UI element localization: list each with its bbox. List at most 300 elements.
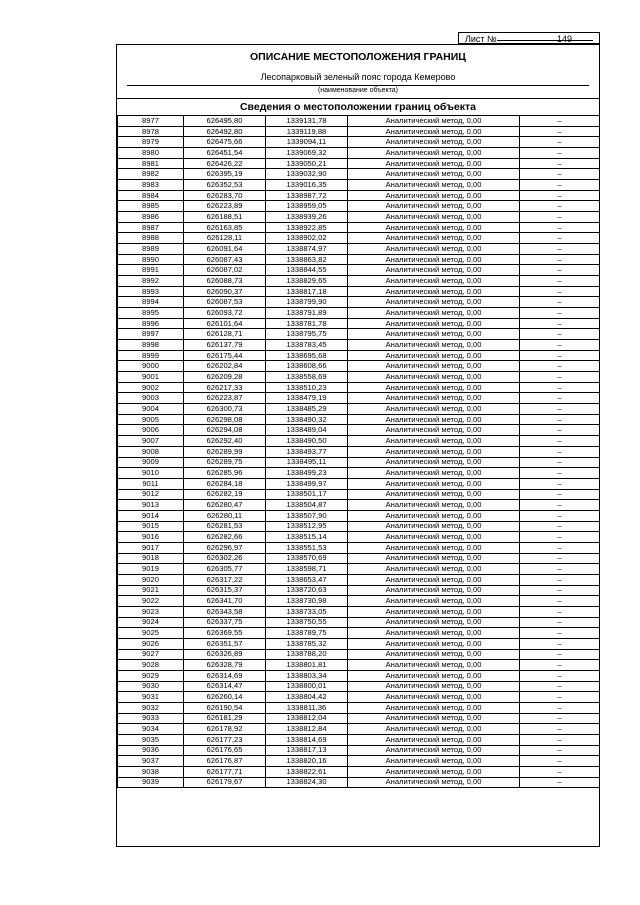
x-coordinate-cell: 626176,65	[184, 745, 266, 756]
precision-cell: –	[520, 425, 600, 436]
method-cell: Аналитический метод, 0,00	[348, 521, 520, 532]
y-coordinate-cell: 1338570,69	[266, 553, 348, 564]
x-coordinate-cell: 626314,69	[184, 670, 266, 681]
precision-cell: –	[520, 457, 600, 468]
precision-cell: –	[520, 766, 600, 777]
precision-cell: –	[520, 350, 600, 361]
point-number-cell: 9010	[118, 468, 184, 479]
y-coordinate-cell: 1338814,69	[266, 734, 348, 745]
y-coordinate-cell: 1338817,18	[266, 286, 348, 297]
precision-cell: –	[520, 510, 600, 521]
table-row	[118, 692, 600, 703]
y-coordinate-cell: 1338781,78	[266, 318, 348, 329]
precision-cell: –	[520, 244, 600, 255]
method-cell: Аналитический метод, 0,00	[348, 190, 520, 201]
point-number-cell: 9025	[118, 628, 184, 639]
point-number-cell: 9017	[118, 542, 184, 553]
method-cell: Аналитический метод, 0,00	[348, 500, 520, 511]
method-cell: Аналитический метод, 0,00	[348, 457, 520, 468]
point-number-cell: 9018	[118, 553, 184, 564]
precision-cell: –	[520, 382, 600, 393]
y-coordinate-cell: 1338504,87	[266, 500, 348, 511]
point-number-cell: 9001	[118, 372, 184, 383]
table-row	[118, 436, 600, 447]
point-number-cell: 9037	[118, 756, 184, 767]
point-number-cell: 9023	[118, 606, 184, 617]
method-cell: Аналитический метод, 0,00	[348, 670, 520, 681]
precision-cell: –	[520, 692, 600, 703]
point-number-cell: 8995	[118, 308, 184, 319]
x-coordinate-cell: 626302,26	[184, 553, 266, 564]
table-row	[118, 297, 600, 308]
table-row	[118, 329, 600, 340]
point-number-cell: 8980	[118, 148, 184, 159]
y-coordinate-cell: 1338733,05	[266, 606, 348, 617]
y-coordinate-cell: 1338804,42	[266, 692, 348, 703]
method-cell: Аналитический метод, 0,00	[348, 340, 520, 351]
method-cell: Аналитический метод, 0,00	[348, 478, 520, 489]
table-row	[118, 521, 600, 532]
point-number-cell: 9026	[118, 638, 184, 649]
x-coordinate-cell: 626175,44	[184, 350, 266, 361]
x-coordinate-cell: 626223,89	[184, 201, 266, 212]
point-number-cell: 9030	[118, 681, 184, 692]
precision-cell: –	[520, 297, 600, 308]
table-row	[118, 777, 600, 788]
precision-cell: –	[520, 190, 600, 201]
table-row	[118, 425, 600, 436]
point-number-cell: 9009	[118, 457, 184, 468]
precision-cell: –	[520, 446, 600, 457]
method-cell: Аналитический метод, 0,00	[348, 126, 520, 137]
point-number-cell: 9002	[118, 382, 184, 393]
y-coordinate-cell: 1338902,02	[266, 233, 348, 244]
y-coordinate-cell: 1338959,05	[266, 201, 348, 212]
method-cell: Аналитический метод, 0,00	[348, 489, 520, 500]
precision-cell: –	[520, 222, 600, 233]
y-coordinate-cell: 1339032,90	[266, 169, 348, 180]
y-coordinate-cell: 1338788,20	[266, 649, 348, 660]
point-number-cell: 9004	[118, 404, 184, 415]
y-coordinate-cell: 1338608,66	[266, 361, 348, 372]
table-row	[118, 116, 600, 127]
method-cell: Аналитический метод, 0,00	[348, 276, 520, 287]
table-row	[118, 180, 600, 191]
point-number-cell: 9032	[118, 702, 184, 713]
table-row	[118, 201, 600, 212]
precision-cell: –	[520, 393, 600, 404]
x-coordinate-cell: 626369,55	[184, 628, 266, 639]
method-cell: Аналитический метод, 0,00	[348, 628, 520, 639]
point-number-cell: 9011	[118, 478, 184, 489]
precision-cell: –	[520, 286, 600, 297]
table-row	[118, 286, 600, 297]
x-coordinate-cell: 626328,79	[184, 660, 266, 671]
object-name-underline	[127, 85, 589, 86]
point-number-cell: 8992	[118, 276, 184, 287]
point-number-cell: 9003	[118, 393, 184, 404]
y-coordinate-cell: 1338791,89	[266, 308, 348, 319]
table-row	[118, 404, 600, 415]
table-row	[118, 585, 600, 596]
precision-cell: –	[520, 564, 600, 575]
table-row	[118, 596, 600, 607]
table-row	[118, 308, 600, 319]
table-row	[118, 276, 600, 287]
precision-cell: –	[520, 318, 600, 329]
sheet-underline	[497, 40, 593, 41]
precision-cell: –	[520, 702, 600, 713]
point-number-cell: 9019	[118, 564, 184, 575]
x-coordinate-cell: 626315,37	[184, 585, 266, 596]
x-coordinate-cell: 626281,53	[184, 521, 266, 532]
x-coordinate-cell: 626163,85	[184, 222, 266, 233]
method-cell: Аналитический метод, 0,00	[348, 436, 520, 447]
table-row	[118, 510, 600, 521]
table-row	[118, 126, 600, 137]
table-row	[118, 574, 600, 585]
table-row	[118, 553, 600, 564]
table-row	[118, 702, 600, 713]
x-coordinate-cell: 626395,19	[184, 169, 266, 180]
y-coordinate-cell: 1338653,47	[266, 574, 348, 585]
precision-cell: –	[520, 553, 600, 564]
point-number-cell: 9038	[118, 766, 184, 777]
y-coordinate-cell: 1338801,81	[266, 660, 348, 671]
y-coordinate-cell: 1338479,19	[266, 393, 348, 404]
x-coordinate-cell: 626178,92	[184, 724, 266, 735]
point-number-cell: 9016	[118, 532, 184, 543]
y-coordinate-cell: 1339119,88	[266, 126, 348, 137]
x-coordinate-cell: 626188,51	[184, 212, 266, 223]
point-number-cell: 8983	[118, 180, 184, 191]
point-number-cell: 8998	[118, 340, 184, 351]
y-coordinate-cell: 1338803,34	[266, 670, 348, 681]
x-coordinate-cell: 626492,80	[184, 126, 266, 137]
precision-cell: –	[520, 436, 600, 447]
y-coordinate-cell: 1338789,75	[266, 628, 348, 639]
point-number-cell: 9029	[118, 670, 184, 681]
point-number-cell: 8982	[118, 169, 184, 180]
precision-cell: –	[520, 148, 600, 159]
y-coordinate-cell: 1338863,82	[266, 254, 348, 265]
point-number-cell: 9012	[118, 489, 184, 500]
table-row	[118, 414, 600, 425]
precision-cell: –	[520, 361, 600, 372]
precision-cell: –	[520, 745, 600, 756]
method-cell: Аналитический метод, 0,00	[348, 617, 520, 628]
precision-cell: –	[520, 649, 600, 660]
object-name: Лесопарковый зеленый пояс города Кемерово	[260, 72, 456, 82]
x-coordinate-cell: 626343,58	[184, 606, 266, 617]
table-row	[118, 724, 600, 735]
table-row	[118, 638, 600, 649]
table-row	[118, 500, 600, 511]
table-row	[118, 745, 600, 756]
y-coordinate-cell: 1338922,85	[266, 222, 348, 233]
x-coordinate-cell: 626305,77	[184, 564, 266, 575]
point-number-cell: 9022	[118, 596, 184, 607]
y-coordinate-cell: 1338551,53	[266, 542, 348, 553]
x-coordinate-cell: 626280,47	[184, 500, 266, 511]
x-coordinate-cell: 626298,08	[184, 414, 266, 425]
y-coordinate-cell: 1338874,97	[266, 244, 348, 255]
precision-cell: –	[520, 521, 600, 532]
precision-cell: –	[520, 500, 600, 511]
y-coordinate-cell: 1338490,50	[266, 436, 348, 447]
precision-cell: –	[520, 169, 600, 180]
point-number-cell: 8989	[118, 244, 184, 255]
precision-cell: –	[520, 574, 600, 585]
method-cell: Аналитический метод, 0,00	[348, 734, 520, 745]
y-coordinate-cell: 1339094,11	[266, 137, 348, 148]
x-coordinate-cell: 626260,14	[184, 692, 266, 703]
table-row	[118, 382, 600, 393]
x-coordinate-cell: 626176,87	[184, 756, 266, 767]
point-number-cell: 9005	[118, 414, 184, 425]
table-row	[118, 222, 600, 233]
point-number-cell: 9021	[118, 585, 184, 596]
point-number-cell: 8981	[118, 158, 184, 169]
point-number-cell: 8993	[118, 286, 184, 297]
y-coordinate-cell: 1338750,55	[266, 617, 348, 628]
x-coordinate-cell: 626181,29	[184, 713, 266, 724]
x-coordinate-cell: 626314,47	[184, 681, 266, 692]
point-number-cell: 8999	[118, 350, 184, 361]
precision-cell: –	[520, 478, 600, 489]
x-coordinate-cell: 626179,67	[184, 777, 266, 788]
x-coordinate-cell: 626475,66	[184, 137, 266, 148]
precision-cell: –	[520, 116, 600, 127]
precision-cell: –	[520, 126, 600, 137]
section-heading: Сведения о местоположении границ объекта	[117, 98, 599, 115]
y-coordinate-cell: 1338820,16	[266, 756, 348, 767]
point-number-cell: 9008	[118, 446, 184, 457]
table-row	[118, 766, 600, 777]
point-number-cell: 8977	[118, 116, 184, 127]
point-number-cell: 9020	[118, 574, 184, 585]
point-number-cell: 9034	[118, 724, 184, 735]
precision-cell: –	[520, 233, 600, 244]
x-coordinate-cell: 626087,53	[184, 297, 266, 308]
method-cell: Аналитический метод, 0,00	[348, 329, 520, 340]
x-coordinate-cell: 626177,23	[184, 734, 266, 745]
table-row	[118, 340, 600, 351]
y-coordinate-cell: 1338829,65	[266, 276, 348, 287]
method-cell: Аналитический метод, 0,00	[348, 212, 520, 223]
method-cell: Аналитический метод, 0,00	[348, 692, 520, 703]
point-number-cell: 9033	[118, 713, 184, 724]
precision-cell: –	[520, 681, 600, 692]
precision-cell: –	[520, 414, 600, 425]
precision-cell: –	[520, 628, 600, 639]
table-row	[118, 756, 600, 767]
x-coordinate-cell: 626088,73	[184, 276, 266, 287]
sheet-number-box	[458, 32, 600, 44]
method-cell: Аналитический метод, 0,00	[348, 372, 520, 383]
y-coordinate-cell: 1338512,95	[266, 521, 348, 532]
point-number-cell: 9000	[118, 361, 184, 372]
point-number-cell: 8988	[118, 233, 184, 244]
x-coordinate-cell: 626352,53	[184, 180, 266, 191]
point-number-cell: 8979	[118, 137, 184, 148]
x-coordinate-cell: 626101,64	[184, 318, 266, 329]
precision-cell: –	[520, 724, 600, 735]
y-coordinate-cell: 1338493,77	[266, 446, 348, 457]
precision-cell: –	[520, 489, 600, 500]
y-coordinate-cell: 1338799,90	[266, 297, 348, 308]
table-row	[118, 233, 600, 244]
table-row	[118, 446, 600, 457]
precision-cell: –	[520, 532, 600, 543]
y-coordinate-cell: 1338730,98	[266, 596, 348, 607]
precision-cell: –	[520, 713, 600, 724]
x-coordinate-cell: 626326,89	[184, 649, 266, 660]
precision-cell: –	[520, 638, 600, 649]
precision-cell: –	[520, 670, 600, 681]
object-name-caption: (наименование объекта)	[317, 87, 399, 94]
x-coordinate-cell: 626202,84	[184, 361, 266, 372]
y-coordinate-cell: 1338800,01	[266, 681, 348, 692]
y-coordinate-cell: 1339069,32	[266, 148, 348, 159]
y-coordinate-cell: 1338499,23	[266, 468, 348, 479]
table-row	[118, 478, 600, 489]
table-row	[118, 628, 600, 639]
y-coordinate-cell: 1338822,61	[266, 766, 348, 777]
method-cell: Аналитический метод, 0,00	[348, 318, 520, 329]
point-number-cell: 9031	[118, 692, 184, 703]
y-coordinate-cell: 1338987,72	[266, 190, 348, 201]
x-coordinate-cell: 626289,99	[184, 446, 266, 457]
table-row	[118, 606, 600, 617]
table-row	[118, 169, 600, 180]
x-coordinate-cell: 626091,64	[184, 244, 266, 255]
y-coordinate-cell: 1338795,75	[266, 329, 348, 340]
precision-cell: –	[520, 329, 600, 340]
x-coordinate-cell: 626495,80	[184, 116, 266, 127]
x-coordinate-cell: 626351,57	[184, 638, 266, 649]
x-coordinate-cell: 626093,72	[184, 308, 266, 319]
x-coordinate-cell: 626284,18	[184, 478, 266, 489]
y-coordinate-cell: 1338485,29	[266, 404, 348, 415]
method-cell: Аналитический метод, 0,00	[348, 510, 520, 521]
table-row	[118, 212, 600, 223]
table-row	[118, 457, 600, 468]
precision-cell: –	[520, 468, 600, 479]
sheet-number: 149	[557, 34, 573, 44]
method-cell: Аналитический метод, 0,00	[348, 468, 520, 479]
table-row	[118, 372, 600, 383]
x-coordinate-cell: 626341,70	[184, 596, 266, 607]
table-row	[118, 660, 600, 671]
point-number-cell: 9024	[118, 617, 184, 628]
table-row	[118, 649, 600, 660]
method-cell: Аналитический метод, 0,00	[348, 532, 520, 543]
point-number-cell: 9014	[118, 510, 184, 521]
precision-cell: –	[520, 777, 600, 788]
table-row	[118, 137, 600, 148]
precision-cell: –	[520, 340, 600, 351]
precision-cell: –	[520, 265, 600, 276]
precision-cell: –	[520, 756, 600, 767]
y-coordinate-cell: 1338844,55	[266, 265, 348, 276]
table-row	[118, 254, 600, 265]
precision-cell: –	[520, 606, 600, 617]
method-cell: Аналитический метод, 0,00	[348, 254, 520, 265]
table-row	[118, 670, 600, 681]
y-coordinate-cell: 1338495,11	[266, 457, 348, 468]
table-row	[118, 361, 600, 372]
method-cell: Аналитический метод, 0,00	[348, 638, 520, 649]
table-row	[118, 148, 600, 159]
y-coordinate-cell: 1338507,90	[266, 510, 348, 521]
method-cell: Аналитический метод, 0,00	[348, 169, 520, 180]
method-cell: Аналитический метод, 0,00	[348, 201, 520, 212]
point-number-cell: 8996	[118, 318, 184, 329]
y-coordinate-cell: 1338939,26	[266, 212, 348, 223]
y-coordinate-cell: 1338783,45	[266, 340, 348, 351]
x-coordinate-cell: 626426,22	[184, 158, 266, 169]
table-row	[118, 265, 600, 276]
precision-cell: –	[520, 660, 600, 671]
coordinates-table	[117, 115, 600, 788]
x-coordinate-cell: 626282,66	[184, 532, 266, 543]
x-coordinate-cell: 626451,54	[184, 148, 266, 159]
method-cell: Аналитический метод, 0,00	[348, 681, 520, 692]
table-row	[118, 244, 600, 255]
x-coordinate-cell: 626087,43	[184, 254, 266, 265]
point-number-cell: 9036	[118, 745, 184, 756]
precision-cell: –	[520, 276, 600, 287]
point-number-cell: 9015	[118, 521, 184, 532]
table-row	[118, 713, 600, 724]
precision-cell: –	[520, 734, 600, 745]
method-cell: Аналитический метод, 0,00	[348, 414, 520, 425]
y-coordinate-cell: 1339131,78	[266, 116, 348, 127]
x-coordinate-cell: 626280,11	[184, 510, 266, 521]
x-coordinate-cell: 626223,87	[184, 393, 266, 404]
x-coordinate-cell: 626190,54	[184, 702, 266, 713]
x-coordinate-cell: 626300,73	[184, 404, 266, 415]
method-cell: Аналитический метод, 0,00	[348, 446, 520, 457]
y-coordinate-cell: 1338501,17	[266, 489, 348, 500]
y-coordinate-cell: 1338811,36	[266, 702, 348, 713]
point-number-cell: 8990	[118, 254, 184, 265]
point-number-cell: 8984	[118, 190, 184, 201]
x-coordinate-cell: 626283,70	[184, 190, 266, 201]
method-cell: Аналитический метод, 0,00	[348, 649, 520, 660]
precision-cell: –	[520, 596, 600, 607]
precision-cell: –	[520, 201, 600, 212]
y-coordinate-cell: 1338489,04	[266, 425, 348, 436]
table-row	[118, 158, 600, 169]
point-number-cell: 8978	[118, 126, 184, 137]
method-cell: Аналитический метод, 0,00	[348, 137, 520, 148]
y-coordinate-cell: 1339050,21	[266, 158, 348, 169]
method-cell: Аналитический метод, 0,00	[348, 660, 520, 671]
table-row	[118, 542, 600, 553]
method-cell: Аналитический метод, 0,00	[348, 222, 520, 233]
x-coordinate-cell: 626285,96	[184, 468, 266, 479]
x-coordinate-cell: 626090,37	[184, 286, 266, 297]
precision-cell: –	[520, 617, 600, 628]
point-number-cell: 9035	[118, 734, 184, 745]
method-cell: Аналитический метод, 0,00	[348, 361, 520, 372]
x-coordinate-cell: 626289,75	[184, 457, 266, 468]
y-coordinate-cell: 1338812,04	[266, 713, 348, 724]
method-cell: Аналитический метод, 0,00	[348, 766, 520, 777]
point-number-cell: 9027	[118, 649, 184, 660]
